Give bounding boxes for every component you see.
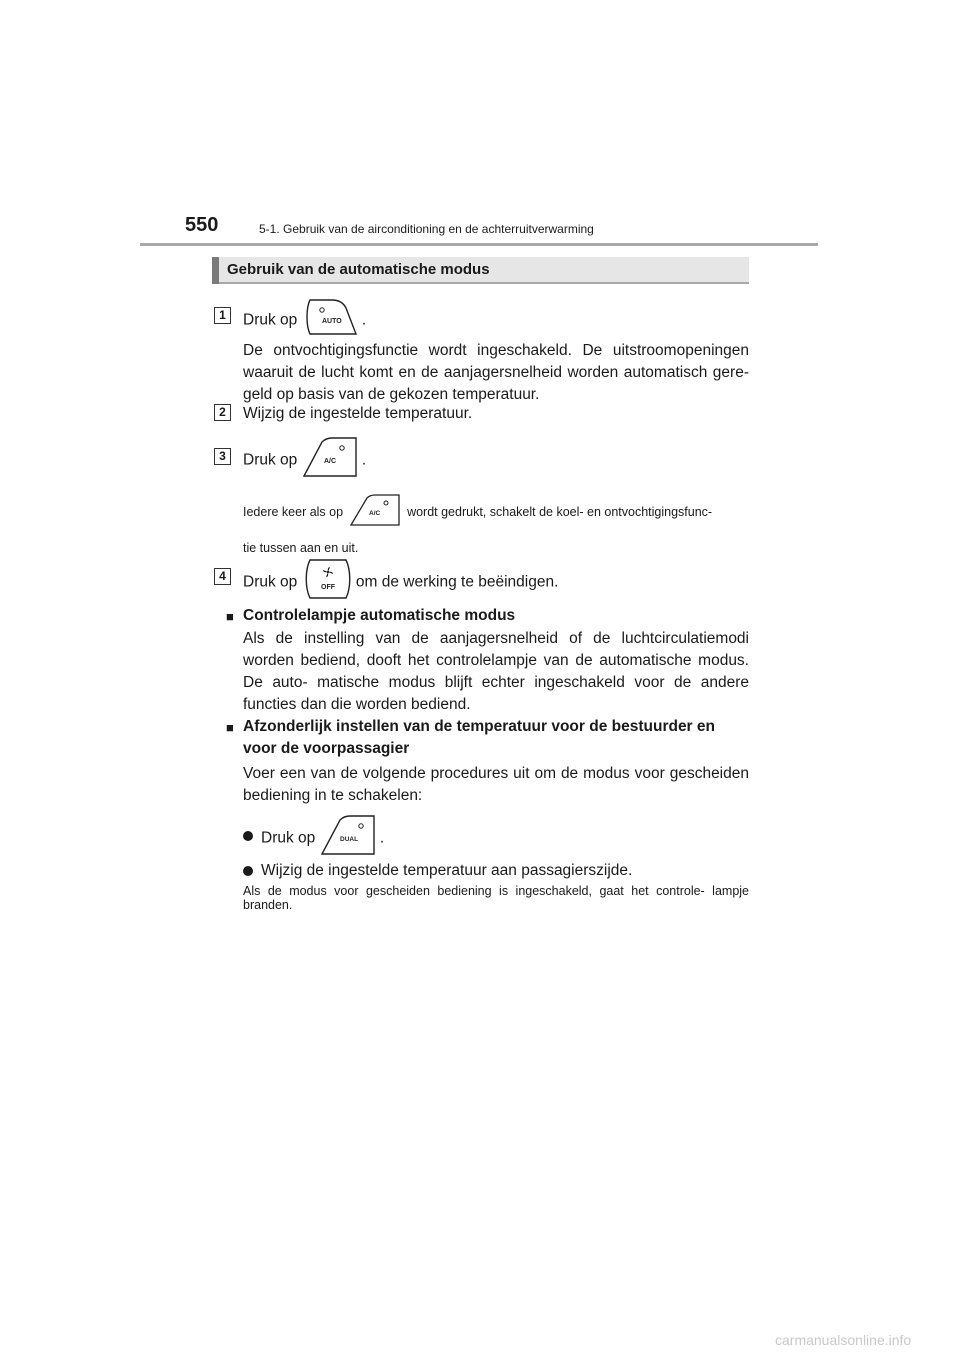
bullet-2-dot — [243, 866, 253, 876]
step-number-2: 2 — [214, 404, 231, 421]
step-3-note-line2: tie tussen aan en uit. — [243, 541, 359, 555]
section-title: Gebruik van de automatische modus — [227, 261, 490, 278]
step-1-line — [243, 298, 366, 338]
note-2-title: Afzonderlijk instellen van de temperatuur voor de bestuurder en voor de voorpassagier — [243, 718, 715, 757]
step-number-1: 1 — [214, 307, 231, 324]
bullet-1-pre: Druk op — [261, 829, 316, 847]
off-button-icon — [302, 558, 352, 607]
section-bar-accent — [212, 257, 219, 284]
page-number: 550 — [185, 214, 219, 236]
note-1-title: Controlelampje automatische modus — [243, 607, 516, 624]
note-2-body: Voer een van de volgende procedures uit om de modus voor gescheiden bediening in te schakelen: — [243, 765, 749, 804]
ac-button-label-small: A/C — [369, 510, 381, 517]
header-rule — [140, 243, 818, 246]
dual-button-label: DUAL — [339, 836, 358, 843]
note-1-square-icon: ■ — [226, 609, 234, 624]
step-4-post: om de werking te beëindigen. — [355, 573, 559, 591]
auto-button-label: AUTO — [321, 318, 342, 325]
step-1-pre: Druk op — [243, 311, 298, 329]
step-3-note-post: wordt gedrukt, schakelt de koel- en ontvochtigingsfunc- — [407, 505, 713, 519]
ac-button-icon-small — [349, 493, 401, 532]
bullet-1-dot — [243, 831, 253, 841]
step-number-3: 3 — [214, 448, 231, 465]
note-2-small: Als de modus voor gescheiden bediening is ingeschakeld, gaat het controle- lampje branden. — [243, 884, 749, 912]
off-button-label: OFF — [320, 584, 335, 591]
section-title-bar — [212, 257, 749, 284]
step-1-post: . — [361, 311, 367, 329]
step-3-pre: Druk op — [243, 451, 298, 469]
step-2-text: Wijzig de ingestelde temperatuur. — [243, 405, 473, 422]
ac-button-icon — [302, 436, 358, 485]
note-2-square-icon: ■ — [226, 720, 234, 735]
step-3-line — [243, 436, 366, 485]
auto-button-icon — [302, 298, 358, 343]
step-3-note-pre: Iedere keer als op — [243, 505, 344, 519]
bullet-1-line — [261, 814, 384, 863]
watermark: carmanualsonline.info — [775, 1332, 912, 1348]
bullet-2-text: Wijzig de ingestelde temperatuur aan passagierszijde. — [261, 862, 633, 879]
step-4-line — [243, 558, 558, 607]
bullet-1-post: . — [379, 829, 385, 847]
step-3-note — [243, 493, 749, 557]
step-number-4: 4 — [214, 568, 231, 585]
note-1-body: Als de instelling van de aanjagersnelheid of de luchtcirculatiemodi worden bediend, dooft het controlelampje van de automatische modus. De auto- matische modus blijft echter ingeschakeld voor de andere functies dan die worden bediend. — [243, 630, 749, 713]
step-4-pre: Druk op — [243, 573, 298, 591]
dual-button-icon — [320, 814, 376, 863]
step-3-post: . — [361, 451, 367, 469]
section-path: 5-1. Gebruik van de airconditioning en de achterruitverwarming — [259, 222, 594, 236]
ac-button-label: A/C — [323, 458, 336, 465]
step-1-description: De ontvochtigingsfunctie wordt ingeschakeld. De uitstroomopeningen waaruit de lucht komt en de aanjagersnelheid worden automatisch gere- geld op basis van de gekozen temperatuur. — [243, 342, 749, 403]
